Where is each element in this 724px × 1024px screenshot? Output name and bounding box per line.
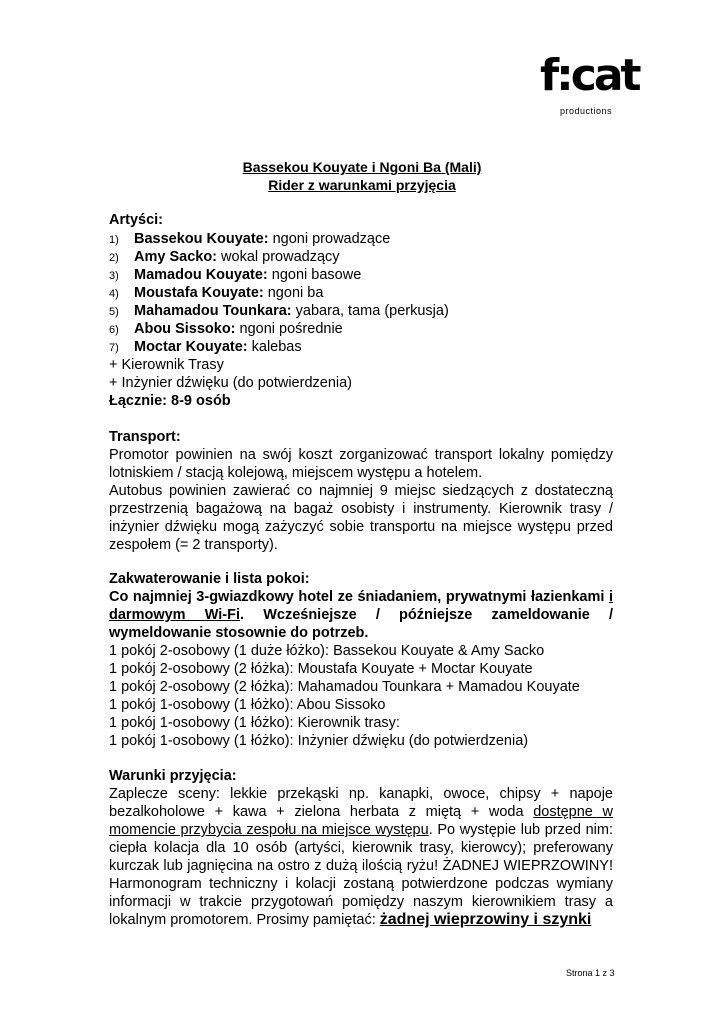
tour-manager-line: + Kierownik Trasy [109,357,224,373]
artist-role: ngoni pośrednie [235,321,343,337]
no-pork-warning: żadnej wieprzowiny i szynki [379,911,592,928]
logo-subtitle: productions [560,106,613,116]
artist-name: Mahamadou Tounkara: [134,303,292,319]
artist-role: yabara, tama (perkusja) [291,303,449,319]
conditions-text-2: . Po występie lub przed nim: ciepła kolacja dla 10 osób (artyści, kierownik trasy, kierowcy); preferowany kurczak lub jagnięcina na ostro z dużą ilością ryżu! ŻADNEJ WIEPRZOWINY! Harmonogram techniczny i kolacji zostaną potwierdzone podczas wymiany informacji w trakcie przygotowań pomiędzy naszym kierownikiem trasy a lokalnym promotorem. Prosimy pamiętać: [109,822,613,928]
document-subtitle: Rider z warunkami przyjęcia [268,177,456,193]
artist-role: kalebas [247,339,302,355]
transport-paragraph-1: Promotor powinien na swój koszt zorganizować transport lokalny pomiędzy lotniskiem / stacją kolejową, miejscem występu a hotelem. [109,447,613,481]
room-item: 1 pokój 2-osobowy (1 duże łóżko): Bassekou Kouyate & Amy Sacko [109,643,545,659]
artist-name: Mamadou Kouyate: [134,267,268,283]
artist-role: ngoni basowe [267,267,362,283]
room-item: 1 pokój 1-osobowy (1 łóżko): Abou Sissoko [109,697,386,713]
room-item: 1 pokój 1-osobowy (1 łóżko): Kierownik trasy: [109,715,400,731]
logo-mark: f:cat [540,50,639,101]
artist-number: 4) [109,288,119,300]
lodging-req-wifi: i darmowym Wi-Fi [109,589,613,623]
artist-number: 1) [109,234,119,246]
artist-item [109,302,449,321]
conditions-availability: dostępne w momencie przybycia zespołu na miejsce występu [109,804,613,838]
artist-number: 3) [109,270,119,282]
artist-item [109,230,390,249]
artist-item [109,338,302,357]
artist-name: Abou Sissoko: [134,321,236,337]
artist-name: Moustafa Kouyate: [134,285,264,301]
artist-item [109,284,323,303]
artist-role: ngoni prowadzące [268,231,391,247]
sound-engineer-line: + Inżynier dźwięku (do potwierdzenia) [109,375,352,391]
artist-role: ngoni ba [263,285,324,301]
room-item: 1 pokój 2-osobowy (2 łóżka): Moustafa Kouyate + Moctar Kouyate [109,661,533,677]
lodging-requirements [109,588,613,642]
page-number: Strona 1 z 3 [566,968,615,978]
conditions-paragraph [109,785,613,929]
lodging-heading: Zakwaterowanie i lista pokoi: [109,571,310,587]
artists-heading: Artyści: [109,212,163,228]
artist-name: Amy Sacko: [134,249,218,265]
artist-item [109,320,343,339]
conditions-text-1: Zaplecze sceny: lekkie przekąski np. kanapki, owoce, chipsy + napoje bezalkoholowe + kawa + zielona herbata z miętą + woda [109,786,613,820]
artist-item [109,266,361,285]
lodging-req-checkin: . Wcześniejsze / późniejsze zameldowanie / wymeldowanie stosownie do potrzeb. [109,607,613,641]
total-people: Łącznie: 8-9 osób [109,393,231,409]
artist-number: 5) [109,306,119,318]
artist-number: 6) [109,324,119,336]
room-item: 1 pokój 2-osobowy (2 łóżka): Mahamadou Tounkara + Mamadou Kouyate [109,679,580,695]
artist-number: 7) [109,342,119,354]
transport-paragraph-2: Autobus powinien zawierać co najmniej 9 miejsc siedzących z dostateczną przestrzenią bagażową na bagaż osobisty i instrumenty. Kierownik trasy / inżynier dźwięku mogą zażyczyć sobie transportu na miejsce występu przed zespołem (= 2 transporty). [109,483,613,553]
artist-role: wokal prowadzący [217,249,340,265]
transport-heading: Transport: [109,429,181,445]
room-item: 1 pokój 1-osobowy (1 łóżko): Inżynier dźwięku (do potwierdzenia) [109,733,529,749]
conditions-heading: Warunki przyjęcia: [109,768,237,784]
artist-name: Moctar Kouyate: [134,339,248,355]
artist-name: Bassekou Kouyate: [134,231,269,247]
artist-item [109,248,340,267]
fcat-logo [540,50,639,120]
document-title: Bassekou Kouyate i Ngoni Ba (Mali) [242,159,482,175]
lodging-req-text: Co najmniej 3-gwiazdkowy hotel ze śniadaniem, prywatnymi łazienkami [109,589,609,605]
artist-number: 2) [109,252,119,264]
